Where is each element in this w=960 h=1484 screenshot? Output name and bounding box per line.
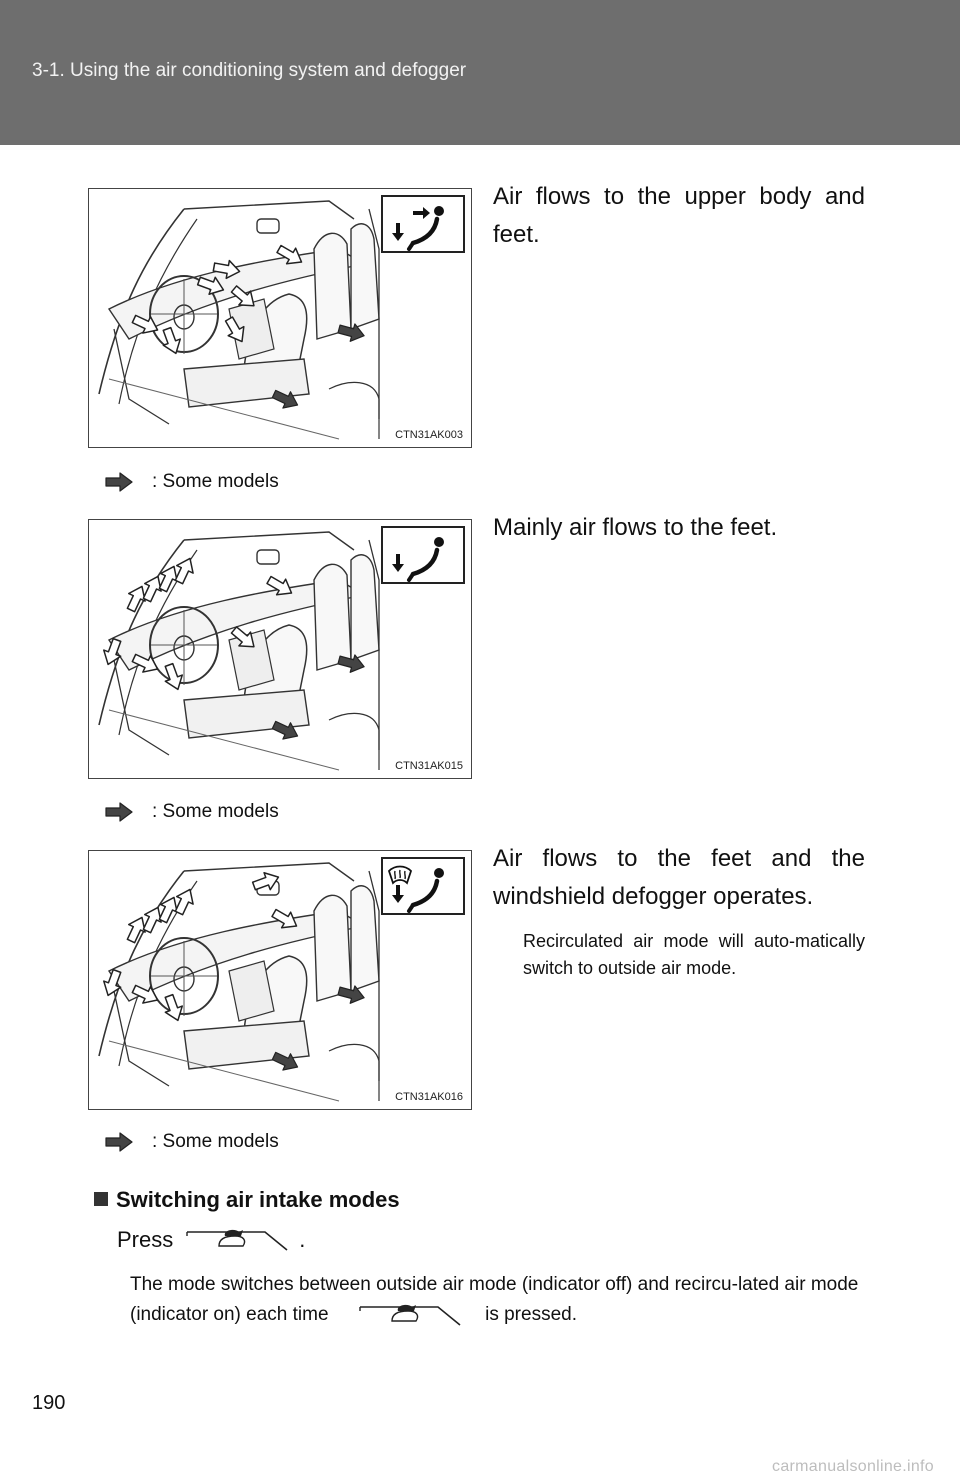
some-models-legend bbox=[104, 467, 279, 497]
mode-note: Recirculated air mode will auto-matically switch to outside air mode. bbox=[523, 931, 865, 978]
filled-arrow-icon bbox=[104, 801, 138, 823]
some-models-label: : Some models bbox=[152, 1131, 279, 1152]
some-models-label: : Some models bbox=[152, 471, 279, 492]
figure-feet bbox=[88, 519, 472, 779]
mode-description: Mainly air flows to the feet. bbox=[493, 514, 778, 541]
section-title: 3-1. Using the air conditioning system and defogger bbox=[32, 60, 467, 81]
watermark[interactable]: carmanualsonline.info bbox=[772, 1458, 934, 1475]
figure-upper-body-and-feet bbox=[88, 188, 472, 448]
upper-body-and-feet-icon bbox=[381, 195, 465, 253]
recirculation-button-icon bbox=[183, 1226, 293, 1254]
page-header bbox=[0, 0, 960, 145]
figure-code: CTN31AK003 bbox=[395, 429, 463, 441]
page-number: 190 bbox=[32, 1392, 66, 1414]
some-models-label: : Some models bbox=[152, 801, 279, 822]
press-label: Press bbox=[117, 1227, 174, 1252]
body-text-part2: is pressed. bbox=[485, 1304, 577, 1325]
recirculation-button-icon bbox=[356, 1303, 466, 1327]
figure-code: CTN31AK015 bbox=[395, 760, 463, 772]
square-bullet-icon bbox=[94, 1192, 108, 1206]
feet-and-windshield-icon bbox=[381, 857, 465, 915]
figure-feet-and-windshield bbox=[88, 850, 472, 1110]
press-end: . bbox=[299, 1227, 306, 1252]
filled-arrow-icon bbox=[104, 1131, 138, 1153]
body-text-part1: The mode switches between outside air mode (indicator off) and recircu-lated air mode (indicator on) each time bbox=[130, 1274, 859, 1325]
mode-description: Air flows to the feet and the windshield defogger operates. bbox=[493, 845, 865, 910]
some-models-legend bbox=[104, 797, 279, 827]
feet-icon bbox=[381, 526, 465, 584]
some-models-legend bbox=[104, 1127, 279, 1157]
section-heading: Switching air intake modes bbox=[94, 1187, 400, 1213]
air-intake-description bbox=[130, 1270, 866, 1330]
press-instruction bbox=[117, 1226, 305, 1254]
mode-description: Air flows to the upper body and feet. bbox=[493, 183, 865, 248]
figure-code: CTN31AK016 bbox=[395, 1091, 463, 1103]
filled-arrow-icon bbox=[104, 471, 138, 493]
